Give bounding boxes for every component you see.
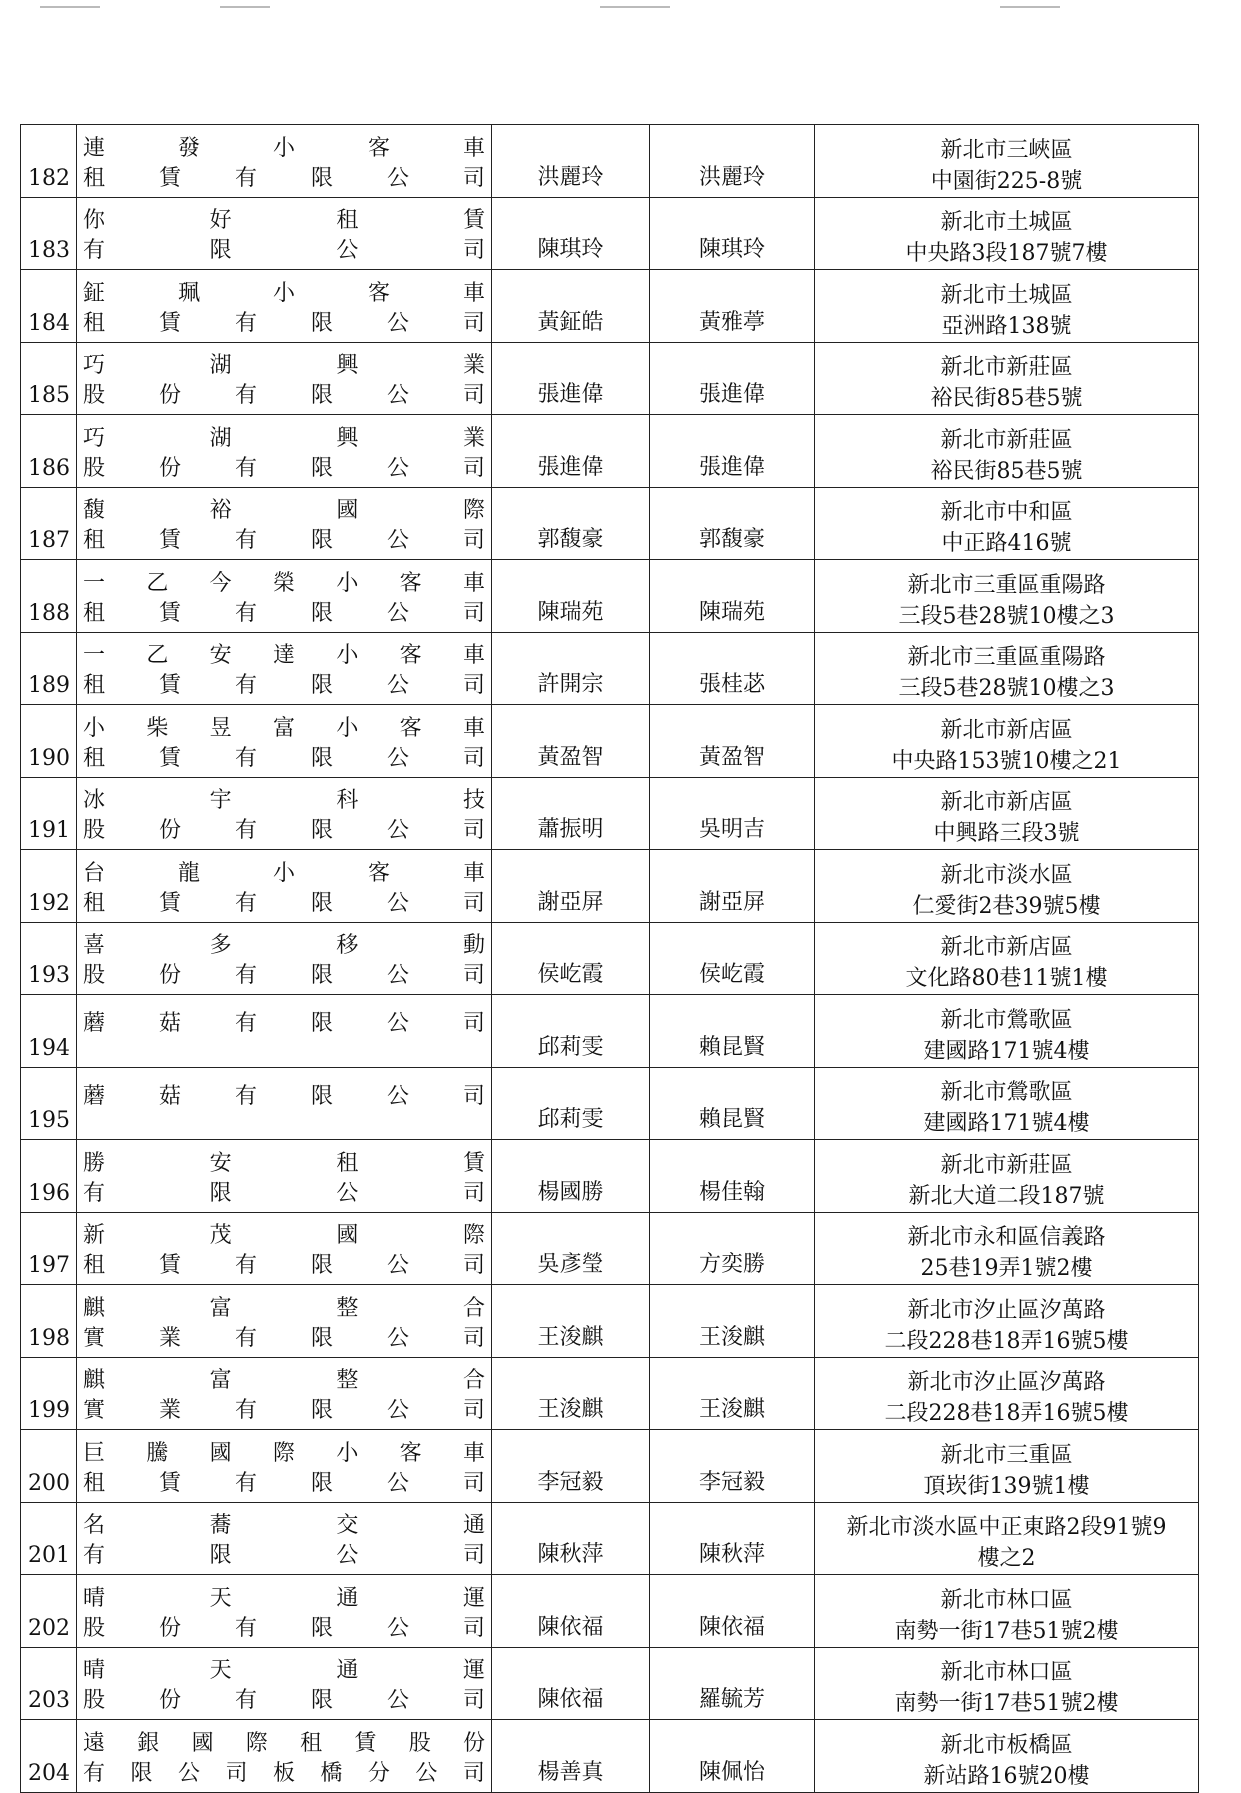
company-name-cell: [77, 1285, 492, 1358]
company-name-line: 麒 富 整 合: [83, 1368, 485, 1393]
address-line: 新北市汐止區汐萬路: [907, 1370, 1106, 1395]
company-name-line: 股 份 有 限 公 司: [83, 818, 485, 843]
row-number: 188: [21, 560, 77, 633]
company-name-line: 租 賃 有 限 公 司: [83, 600, 485, 626]
manager: 洪麗玲: [650, 125, 815, 198]
company-name-line: 有 限 公 司: [83, 1543, 485, 1568]
table-row: [21, 1430, 1199, 1503]
company-name-cell: [77, 1430, 492, 1503]
address-line: 中正路416號: [941, 531, 1072, 556]
address-line: 新北市鶯歌區: [940, 1080, 1073, 1105]
company-name-line: 巨 騰 國 際 小 客 車: [83, 1440, 485, 1466]
row-number: 194: [21, 995, 77, 1068]
row-number: 203: [21, 1647, 77, 1720]
company-name-line: 租 賃 有 限 公 司: [83, 310, 485, 336]
company-name: [77, 714, 491, 777]
representative: 陳秋萍: [492, 1502, 650, 1575]
table-row: [21, 1720, 1199, 1793]
representative: 洪麗玲: [492, 125, 650, 198]
address: [815, 705, 1199, 778]
representative: 黃鉦皓: [492, 270, 650, 343]
address: [815, 1285, 1199, 1358]
company-name: [77, 1366, 491, 1429]
company-name: [77, 1439, 491, 1502]
company-name-line: 馥 裕 國 際: [83, 498, 485, 523]
address-line: 新北市新店區: [940, 790, 1073, 815]
table-row: [21, 850, 1199, 923]
manager: 王浚麒: [650, 1285, 815, 1358]
company-name-line: 股 份 有 限 公 司: [83, 1688, 485, 1713]
table-row: [21, 487, 1199, 560]
company-name-line: 勝 安 租 賃: [83, 1150, 485, 1176]
address-line: 新北市永和區信義路: [907, 1225, 1106, 1250]
address-line: 中園街225-8號: [930, 168, 1083, 194]
representative: 張進偉: [492, 342, 650, 415]
representative: 邱莉雯: [492, 995, 650, 1068]
company-name-line: 晴 天 通 運: [83, 1585, 485, 1611]
company-name-cell: [77, 270, 492, 343]
address-line: 二段228巷18弄16號5樓: [884, 1328, 1129, 1354]
company-name-cell: [77, 1067, 492, 1140]
company-name-line: 晴 天 通 運: [83, 1658, 485, 1683]
address-line: 裕民街85巷5號: [930, 458, 1083, 484]
company-name-line: 遠 銀 國 際 租 賃 股 份: [83, 1730, 485, 1756]
row-number: 201: [21, 1502, 77, 1575]
table-row: [21, 560, 1199, 633]
address-line: 新北市板橋區: [940, 1732, 1073, 1758]
address: [815, 1140, 1199, 1213]
manager: 楊佳翰: [650, 1140, 815, 1213]
address-line: 頂崁街139號1樓: [923, 1473, 1090, 1499]
address: [815, 632, 1199, 705]
address-line: 三段5巷28號10樓之3: [898, 603, 1115, 629]
manager: 李冠毅: [650, 1430, 815, 1503]
company-name-cell: [77, 632, 492, 705]
company-name: [77, 931, 491, 994]
company-name-line: 麒 富 整 合: [83, 1295, 485, 1321]
company-name: [77, 1729, 491, 1792]
company-name-line: 一 乙 安 達 小 客 車: [83, 643, 485, 668]
company-name-line: 租 賃 有 限 公 司: [83, 1470, 485, 1496]
table-row: [21, 1647, 1199, 1720]
company-name-cell: [77, 1502, 492, 1575]
representative: 陳依福: [492, 1575, 650, 1648]
address-line: 新北市中和區: [940, 500, 1073, 525]
table-row: [21, 632, 1199, 705]
address-line: 亞洲路138號: [941, 313, 1072, 339]
row-number: 190: [21, 705, 77, 778]
address-line: 新北市汐止區汐萬路: [907, 1297, 1106, 1323]
row-number: 193: [21, 922, 77, 995]
company-name-cell: [77, 705, 492, 778]
manager: 陳琪玲: [650, 197, 815, 270]
representative: 李冠毅: [492, 1430, 650, 1503]
company-name-line: 台 龍 小 客 車: [83, 860, 485, 886]
registry-table-body: [21, 125, 1199, 1793]
company-name-line: 股 份 有 限 公 司: [83, 1615, 485, 1641]
address-line: 新北市淡水區中正東路2段91號9: [846, 1515, 1167, 1540]
row-number: 187: [21, 487, 77, 560]
company-name-line: 租 賃 有 限 公 司: [83, 673, 485, 698]
manager: 羅毓芳: [650, 1647, 815, 1720]
address-line: 新北市三重區重陽路: [907, 572, 1106, 598]
company-name-cell: [77, 922, 492, 995]
address-line: 新站路16號20樓: [923, 1763, 1090, 1789]
address: [815, 1720, 1199, 1793]
address: [815, 777, 1199, 850]
company-name-line: 租 賃 有 限 公 司: [83, 890, 485, 916]
registry-table: [20, 124, 1199, 1793]
row-number: 197: [21, 1212, 77, 1285]
company-name: [77, 786, 491, 849]
row-number: 182: [21, 125, 77, 198]
table-row: [21, 1285, 1199, 1358]
company-name-line: 巧 湖 興 業: [83, 425, 485, 451]
company-name: [77, 995, 491, 1042]
address-line: 中央路153號10樓之21: [891, 748, 1122, 774]
address: [815, 560, 1199, 633]
table-row: [21, 705, 1199, 778]
address-line: 南勢一街17巷51號2樓: [894, 1618, 1119, 1644]
address-line: 建國路171號4樓: [923, 1038, 1090, 1064]
company-name-cell: [77, 1357, 492, 1430]
company-name-line: 股 份 有 限 公 司: [83, 455, 485, 481]
company-name-line: 租 賃 有 限 公 司: [83, 745, 485, 771]
company-name: [77, 279, 491, 342]
row-number: 200: [21, 1430, 77, 1503]
row-number: 196: [21, 1140, 77, 1213]
address: [815, 1212, 1199, 1285]
company-name-line: 有 限 公 司 板 橋 分 公 司: [83, 1760, 485, 1786]
address-line: 新北大道二段187號: [908, 1183, 1105, 1209]
representative: 蕭振明: [492, 777, 650, 850]
row-number: 204: [21, 1720, 77, 1793]
address-line: 新北市新店區: [940, 717, 1073, 743]
company-name-line: 有 限 公 司: [83, 238, 485, 263]
company-name-line: 股 份 有 限 公 司: [83, 383, 485, 408]
table-row: [21, 922, 1199, 995]
scan-mark: [40, 6, 100, 8]
company-name-cell: [77, 560, 492, 633]
company-name: [77, 1584, 491, 1647]
company-name-line: 你 好 租 賃: [83, 208, 485, 233]
company-name-cell: [77, 777, 492, 850]
representative: 陳瑞苑: [492, 560, 650, 633]
company-name-cell: [77, 1647, 492, 1720]
company-name-line: 喜 多 移 動: [83, 933, 485, 958]
address-line: 新北市鶯歌區: [940, 1007, 1073, 1033]
company-name: [77, 1294, 491, 1357]
company-name: [77, 859, 491, 922]
company-name: [77, 1221, 491, 1284]
address: [815, 1357, 1199, 1430]
address: [815, 922, 1199, 995]
manager: 張桂苾: [650, 632, 815, 705]
company-name: [77, 134, 491, 197]
address: [815, 487, 1199, 560]
company-name-line: 租 賃 有 限 公 司: [83, 528, 485, 553]
table-row: [21, 1575, 1199, 1648]
manager: 張進偉: [650, 415, 815, 488]
table-row: [21, 197, 1199, 270]
address-line: 二段228巷18弄16號5樓: [884, 1401, 1129, 1426]
row-number: 191: [21, 777, 77, 850]
scan-mark: [1000, 6, 1060, 8]
manager: 張進偉: [650, 342, 815, 415]
row-number: 199: [21, 1357, 77, 1430]
table-row: [21, 415, 1199, 488]
company-name-cell: [77, 487, 492, 560]
company-name-line: 蘑 菇 有 限 公 司: [83, 1083, 485, 1109]
company-name: [77, 1149, 491, 1212]
address-line: 新北市新店區: [940, 935, 1073, 960]
address-line: 新北市三重區: [940, 1442, 1073, 1468]
representative: 邱莉雯: [492, 1067, 650, 1140]
representative: 黃盈智: [492, 705, 650, 778]
address-line: 裕民街85巷5號: [930, 386, 1083, 411]
address: [815, 1647, 1199, 1720]
address: [815, 1067, 1199, 1140]
representative: 王浚麒: [492, 1285, 650, 1358]
manager: 王浚麒: [650, 1357, 815, 1430]
address-line: 文化路80巷11號1樓: [905, 966, 1108, 991]
address: [815, 1502, 1199, 1575]
company-name: [77, 1656, 491, 1719]
address-line: 新北市新莊區: [940, 355, 1073, 380]
company-name-line: 冰 宇 科 技: [83, 788, 485, 813]
scan-mark: [600, 6, 670, 8]
address-line: 新北市淡水區: [940, 862, 1073, 888]
manager: 郭馥豪: [650, 487, 815, 560]
company-name-cell: [77, 1212, 492, 1285]
company-name-line: 小 柴 昱 富 小 客 車: [83, 715, 485, 741]
table-row: [21, 777, 1199, 850]
address-line: 樓之2: [977, 1546, 1036, 1571]
company-name: [77, 424, 491, 487]
company-name-line: 連 發 小 客 車: [83, 135, 485, 161]
address-line: 中央路3段187號7樓: [905, 241, 1108, 266]
table-row: [21, 125, 1199, 198]
company-name-cell: [77, 1140, 492, 1213]
address-line: 三段5巷28號10樓之3: [898, 676, 1115, 701]
company-name: [77, 351, 491, 414]
table-row: [21, 342, 1199, 415]
address-line: 新北市林口區: [940, 1587, 1073, 1613]
address: [815, 197, 1199, 270]
address-line: 仁愛街2巷39號5樓: [912, 893, 1101, 919]
representative: 楊國勝: [492, 1140, 650, 1213]
row-number: 183: [21, 197, 77, 270]
row-number: 189: [21, 632, 77, 705]
address-line: 新北市三重區重陽路: [907, 645, 1106, 670]
representative: 陳琪玲: [492, 197, 650, 270]
company-name: [77, 641, 491, 704]
address: [815, 995, 1199, 1068]
manager: 吳明吉: [650, 777, 815, 850]
address-line: 25巷19弄1號2樓: [920, 1256, 1093, 1281]
company-name-line: 一 乙 今 榮 小 客 車: [83, 570, 485, 596]
representative: 謝亞屏: [492, 850, 650, 923]
company-name: [77, 1511, 491, 1574]
address-line: 建國路171號4樓: [923, 1111, 1090, 1136]
address: [815, 125, 1199, 198]
table-row: [21, 1140, 1199, 1213]
address-line: 中興路三段3號: [933, 821, 1080, 846]
row-number: 202: [21, 1575, 77, 1648]
representative: 郭馥豪: [492, 487, 650, 560]
company-name: [77, 206, 491, 269]
company-name-cell: [77, 342, 492, 415]
representative: 楊善真: [492, 1720, 650, 1793]
company-name-line: 新 茂 國 際: [83, 1223, 485, 1248]
manager: 黃盈智: [650, 705, 815, 778]
company-name-line: 巧 湖 興 業: [83, 353, 485, 378]
address-line: 新北市土城區: [940, 282, 1073, 308]
address: [815, 850, 1199, 923]
representative: 許開宗: [492, 632, 650, 705]
company-name-cell: [77, 850, 492, 923]
row-number: 184: [21, 270, 77, 343]
scan-mark: [220, 6, 270, 8]
address-line: 南勢一街17巷51號2樓: [894, 1691, 1119, 1716]
manager: 賴昆賢: [650, 1067, 815, 1140]
representative: 侯屹霞: [492, 922, 650, 995]
table-row: [21, 1067, 1199, 1140]
company-name: [77, 569, 491, 632]
table-row: [21, 1502, 1199, 1575]
company-name-line: 股 份 有 限 公 司: [83, 963, 485, 988]
table-row: [21, 1212, 1199, 1285]
row-number: 185: [21, 342, 77, 415]
row-number: 195: [21, 1067, 77, 1140]
company-name: [77, 1068, 491, 1115]
address-line: 新北市新莊區: [940, 1152, 1073, 1178]
company-name-cell: [77, 197, 492, 270]
address-line: 新北市土城區: [940, 210, 1073, 235]
address-line: 新北市林口區: [940, 1660, 1073, 1685]
address: [815, 415, 1199, 488]
company-name-line: 蘑 菇 有 限 公 司: [83, 1011, 485, 1036]
manager: 陳佩怡: [650, 1720, 815, 1793]
manager: 陳依福: [650, 1575, 815, 1648]
address: [815, 342, 1199, 415]
company-name-cell: [77, 995, 492, 1068]
table-row: [21, 270, 1199, 343]
company-name-line: 租 賃 有 限 公 司: [83, 1253, 485, 1278]
manager: 黃雅葶: [650, 270, 815, 343]
manager: 陳秋萍: [650, 1502, 815, 1575]
company-name-line: 名 蕎 交 通: [83, 1513, 485, 1538]
company-name-cell: [77, 415, 492, 488]
company-name-cell: [77, 1720, 492, 1793]
manager: 侯屹霞: [650, 922, 815, 995]
representative: 張進偉: [492, 415, 650, 488]
address-line: 新北市三峽區: [940, 137, 1073, 163]
row-number: 192: [21, 850, 77, 923]
representative: 陳依福: [492, 1647, 650, 1720]
company-name-line: 有 限 公 司: [83, 1180, 485, 1206]
address: [815, 270, 1199, 343]
manager: 方奕勝: [650, 1212, 815, 1285]
company-name-cell: [77, 1575, 492, 1648]
address: [815, 1430, 1199, 1503]
representative: 吳彥瑩: [492, 1212, 650, 1285]
company-name-line: 租 賃 有 限 公 司: [83, 165, 485, 191]
company-name: [77, 496, 491, 559]
manager: 賴昆賢: [650, 995, 815, 1068]
company-name-line: 實 業 有 限 公 司: [83, 1325, 485, 1351]
address: [815, 1575, 1199, 1648]
table-row: [21, 995, 1199, 1068]
company-name-cell: [77, 125, 492, 198]
manager: 謝亞屏: [650, 850, 815, 923]
table-row: [21, 1357, 1199, 1430]
company-name-line: 實 業 有 限 公 司: [83, 1398, 485, 1423]
address-line: 新北市新莊區: [940, 427, 1073, 453]
representative: 王浚麒: [492, 1357, 650, 1430]
manager: 陳瑞苑: [650, 560, 815, 633]
company-name-line: 鉦 珮 小 客 車: [83, 280, 485, 306]
row-number: 198: [21, 1285, 77, 1358]
row-number: 186: [21, 415, 77, 488]
